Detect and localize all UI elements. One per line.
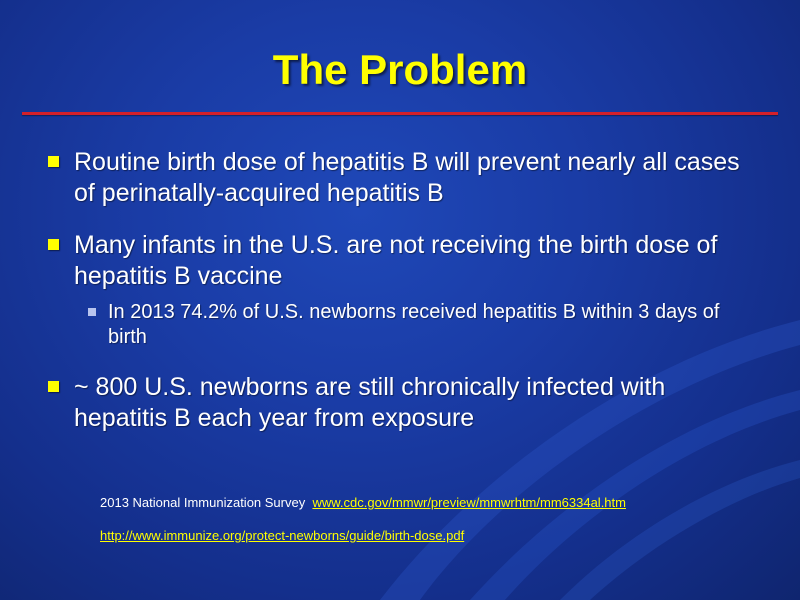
reference-line-birth-dose (100, 528, 464, 543)
square-sub-bullet-icon (88, 308, 96, 316)
bullet-item (48, 147, 748, 209)
square-bullet-icon (48, 239, 59, 250)
bullet-item (48, 372, 748, 434)
reference-line-survey (100, 495, 626, 510)
bullet-text: Routine birth dose of hepatitis B will prevent nearly all cases of perinatally-acquired hepatitis B (74, 148, 740, 207)
immunize-birth-dose-link[interactable]: http://www.immunize.org/protect-newborns/guide/birth-dose.pdf (100, 528, 465, 543)
cdc-mmwr-link[interactable]: www.cdc.gov/mmwr/preview/mmwrhtm/mm6334al.htm (312, 495, 626, 510)
square-bullet-icon (48, 381, 59, 392)
slide-title: The Problem (272, 46, 528, 93)
sub-bullet-text: In 2013 74.2% of U.S. newborns received hepatitis B within 3 days of birth (108, 301, 720, 348)
bullet-item (48, 230, 748, 292)
sub-bullet-item (88, 300, 748, 350)
survey-label: 2013 National Immunization Survey (100, 495, 306, 510)
title-divider (22, 112, 778, 115)
bullet-text: ~ 800 U.S. newborns are still chronically infected with hepatitis B each year from exposure (74, 373, 666, 432)
square-bullet-icon (48, 156, 59, 167)
bullet-text: Many infants in the U.S. are not receiving the birth dose of hepatitis B vaccine (74, 231, 718, 290)
